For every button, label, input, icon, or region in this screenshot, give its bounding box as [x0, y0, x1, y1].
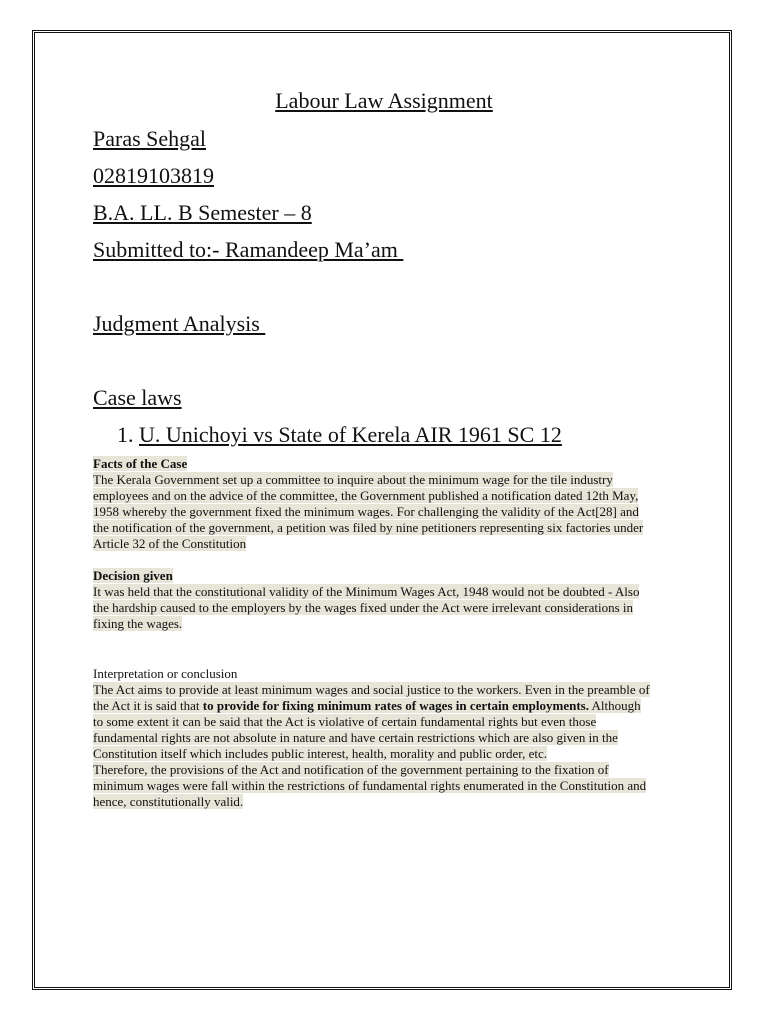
course-info: B.A. LL. B Semester – 8	[93, 200, 312, 225]
document-body	[93, 86, 675, 810]
facts-line: employees and on the advice of the committee, the Government published a notification dated 12th May,	[93, 488, 639, 503]
interpretation-heading: Interpretation or conclusion	[93, 666, 238, 681]
facts-section	[93, 456, 675, 552]
facts-line: the notification of the government, a petition was filed by nine petitioners representing six factories under	[93, 520, 644, 535]
facts-line: Article 32 of the Constitution	[93, 536, 247, 551]
submitted-to: Submitted to:- Ramandeep Ma’am	[93, 237, 404, 262]
facts-line: The Kerala Government set up a committee to inquire about the minimum wage for the tile industry	[93, 472, 613, 487]
interpretation-section	[93, 666, 675, 810]
decision-heading: Decision given	[93, 568, 173, 583]
interpretation-line: hence, constitutionally valid.	[93, 794, 244, 809]
interpretation-line: fundamental rights are not absolute in nature and have certain restrictions which are also given in the	[93, 730, 618, 745]
decision-line: It was held that the constitutional validity of the Minimum Wages Act, 1948 would not be doubted - Also	[93, 584, 640, 599]
case-item	[117, 420, 675, 450]
interpretation-line: The Act aims to provide at least minimum wages and social justice to the workers. Even in the preamble of	[93, 682, 650, 697]
interpretation-line: minimum wages were fall within the restrictions of fundamental rights enumerated in the Constitution and	[93, 778, 647, 793]
interpretation-line: the Act it is said that	[93, 698, 203, 713]
case-title: U. Unichoyi vs State of Kerela AIR 1961 SC 12	[139, 422, 562, 447]
interpretation-line: Constitution itself which includes public interest, health, morality and public order, etc.	[93, 746, 548, 761]
document-title: Labour Law Assignment	[275, 88, 493, 113]
case-number: 1.	[117, 422, 134, 447]
interpretation-line: Therefore, the provisions of the Act and notification of the government pertaining to the fixation of	[93, 762, 609, 777]
case-laws-heading: Case laws	[93, 385, 182, 410]
decision-line: the hardship caused to the employers by the wages fixed under the Act were irrelevant considerations in	[93, 600, 634, 615]
facts-heading: Facts of the Case	[93, 456, 188, 471]
roll-number: 02819103819	[93, 163, 214, 188]
interpretation-line: to some extent it can be said that the Act is violative of certain fundamental rights but even those	[93, 714, 597, 729]
section-heading: Judgment Analysis	[93, 311, 266, 336]
interpretation-line: Although	[589, 698, 641, 713]
decision-section	[93, 568, 675, 632]
facts-line: 1958 whereby the government fixed the minimum wages. For challenging the validity of the Act[28] and	[93, 504, 639, 519]
decision-line: fixing the wages.	[93, 616, 183, 631]
interpretation-emphasis: to provide for fixing minimum rates of wages in certain employments.	[202, 698, 589, 713]
student-name: Paras Sehgal	[93, 126, 207, 151]
